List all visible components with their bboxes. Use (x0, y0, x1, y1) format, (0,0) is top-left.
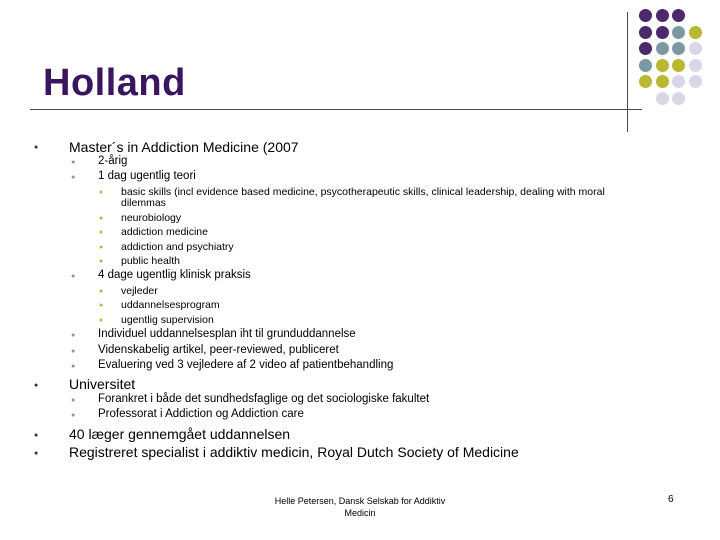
decorative-dot (656, 9, 669, 22)
list-item: 40 læger gennemgået uddannelsen (69, 426, 291, 442)
bullet-icon: ● (99, 229, 104, 236)
decorative-dot (639, 42, 652, 55)
list-item: ugentlig supervision (121, 314, 214, 326)
footer (250, 495, 470, 519)
decorative-dot (672, 92, 685, 105)
list-item: Evaluering ved 3 vejledere af 2 video af patientbehandling (98, 359, 394, 371)
decorative-dot (689, 75, 702, 88)
list-item: 2-årig (98, 155, 128, 167)
bullet-icon: ● (71, 412, 76, 419)
bullet-icon: ● (99, 215, 104, 222)
decorative-dot (639, 9, 652, 22)
footer-line: Helle Petersen, Dansk Selskab for Addiktiv (274, 496, 446, 506)
bullet-icon: ● (71, 174, 76, 181)
list-item: Forankret i både det sundhedsfaglige og det sociologiske fakultet (98, 393, 430, 405)
list-item-continuation: dilemmas (121, 197, 166, 209)
list-item: Master´s in Addiction Medicine (2007 (69, 139, 299, 155)
decorative-dot (672, 9, 685, 22)
decorative-dot (656, 59, 669, 72)
decorative-dot (639, 75, 652, 88)
list-item: addiction and psychiatry (121, 241, 234, 253)
decorative-dot (689, 59, 702, 72)
bullet-icon: ● (71, 159, 76, 166)
list-item: addiction medicine (121, 226, 208, 238)
bullet-icon: ● (71, 332, 76, 339)
list-item: Registreret specialist i addiktiv medicin, Royal Dutch Society of Medicine (69, 444, 519, 460)
page-number: 6 (668, 494, 674, 505)
bullet-icon: ● (71, 348, 76, 355)
decorative-dot (656, 75, 669, 88)
list-item: 1 dag ugentlig teori (98, 170, 196, 182)
decorative-dot (656, 42, 669, 55)
list-item: basic skills (incl evidence based medicine, psycotherapeutic skills, clinical leadership, dealing with moral (121, 186, 605, 198)
list-item: 4 dage ugentlig klinisk praksis (98, 269, 251, 281)
bullet-icon: ● (71, 273, 76, 280)
decorative-dot (672, 42, 685, 55)
decorative-dot (689, 26, 702, 39)
bullet-icon: ● (99, 258, 104, 265)
list-item: Universitet (69, 376, 136, 392)
list-item: Videnskabelig artikel, peer-reviewed, publiceret (98, 344, 339, 356)
decorative-dot (672, 26, 685, 39)
bullet-icon: ● (34, 450, 39, 457)
list-item: neurobiology (121, 212, 182, 224)
bullet-icon: ● (99, 189, 104, 196)
bullet-icon: ● (71, 397, 76, 404)
decorative-dot (639, 59, 652, 72)
decorative-dot (639, 26, 652, 39)
decorative-dot (689, 42, 702, 55)
bullet-icon: ● (71, 363, 76, 370)
decorative-dot (672, 59, 685, 72)
list-item: public health (121, 255, 180, 267)
bullet-icon: ● (34, 144, 39, 151)
dot-grid-decoration (639, 9, 719, 119)
vertical-divider (627, 12, 628, 132)
bullet-icon: ● (99, 317, 104, 324)
slide-title: Holland (43, 62, 186, 104)
list-item: vejleder (121, 285, 158, 297)
bullet-icon: ● (99, 244, 104, 251)
bullet-icon: ● (99, 302, 104, 309)
horizontal-divider (30, 109, 642, 110)
bullet-icon: ● (34, 382, 39, 389)
footer-line: Medicin (344, 508, 376, 518)
decorative-dot (656, 92, 669, 105)
list-item: Professorat i Addiction og Addiction care (98, 408, 304, 420)
bullet-icon: ● (34, 432, 39, 439)
list-item: Individuel uddannelsesplan iht til grunduddannelse (98, 328, 356, 340)
decorative-dot (672, 75, 685, 88)
decorative-dot (656, 26, 669, 39)
list-item: uddannelsesprogram (121, 299, 220, 311)
bullet-icon: ● (99, 288, 104, 295)
